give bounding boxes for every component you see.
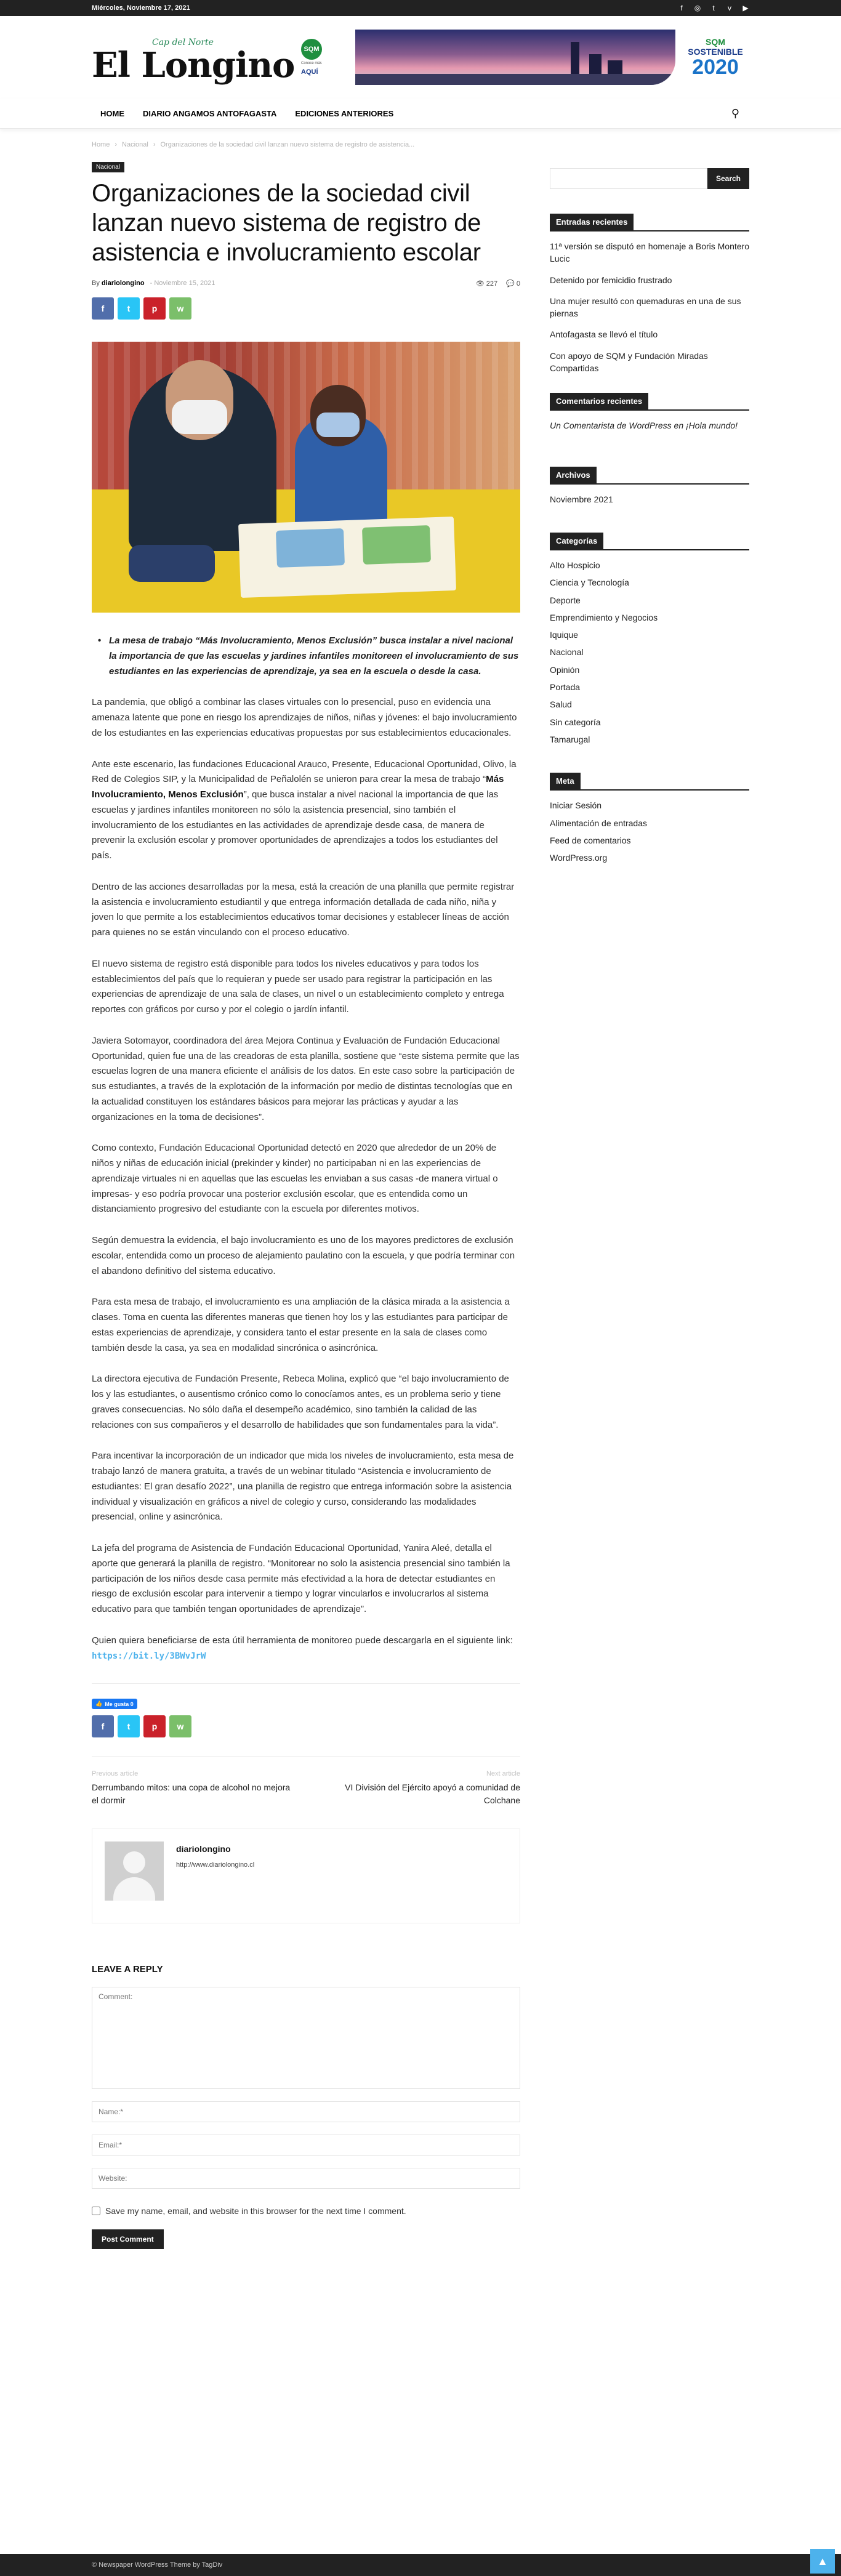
comment-textarea[interactable]: [92, 1987, 520, 2089]
share-facebook-button[interactable]: f: [92, 297, 114, 320]
article-body: [92, 695, 520, 1664]
breadcrumb-separator: ›: [115, 141, 118, 148]
author-link[interactable]: diariolongino: [101, 280, 145, 287]
breadcrumb-current: Organizaciones de la sociedad civil lanzan nuevo sistema de registro de asistencia...: [160, 141, 415, 148]
banner-right-line1: SQM: [706, 37, 725, 47]
image-child-mask: [316, 413, 360, 437]
category-link[interactable]: Salud: [550, 699, 572, 710]
paragraph: Javiera Sotomayor, coordinadora del área Mejora Continua y Evaluación de Fundación Educacional Oportunidad, quien fue una de las creadoras de esta planilla, sostiene que “este sistema permite que las escuelas logren de una manera eficiente el análisis de los datos. En este caso sobre la participación de sus estudiantes, a través de la explotación de la información por medio de distintas tecnologías que en la actualidad constituyen los estándares básicos para mejorar las prácticas y ayudar a las organizaciones en la toma de decisiones”.: [92, 1035, 520, 1122]
paragraph-bold: Más Involucramiento, Menos Exclusión: [92, 774, 504, 800]
category-link[interactable]: Iquique: [550, 630, 578, 640]
paragraph: El nuevo sistema de registro está disponible para todos los niveles educativos y para todos los establecimientos del país que lo requieran y puede ser usado para registrar la participación en las experiencias de aprendizaje de una sala de clases, un nivel o un establecimiento completo y entrega reportes con gráficos por curso y por el colegio o jardín infantil.: [92, 958, 504, 1015]
meta-widget: [550, 773, 749, 864]
website-field[interactable]: [92, 2168, 520, 2189]
main-nav-bar: [0, 99, 841, 129]
category-link[interactable]: Portada: [550, 682, 581, 693]
paragraph: Como contexto, Fundación Educacional Oportunidad detectó en 2020 que alrededor de un 20% de niños y niñas de educación inicial (prekinder y kinder) no participaban ni en las experiencias de aprendizaje virtuales ni en aquellas que las escuelas les enviaban a sus casas -de manera virtual o impresas- y eso podría provocar una posterior exclusión escolar, que es entendida como un distanciamiento progresivo del estudiante con la escuela por diferentes motivos.: [92, 1143, 498, 1215]
thumbs-up-icon: 👍: [95, 1701, 103, 1707]
meta-link[interactable]: Iniciar Sesión: [550, 800, 602, 811]
paragraph: La jefa del programa de Asistencia de Fundación Educacional Oportunidad, Yanira Aleé, detalla el aporte que generará la planilla de registro. “Monitorear no solo la asistencia presencial sino también la participación de los niños desde casa permite más efectividad a la hora de detectar estudiantes en riesgo de exclusión escolar para intervenir a tiempo y lograr vincularlos e involucrarlos al sistema educativo para que también tengan oportunidades de aprendizaje”.: [92, 1543, 510, 1614]
author-url[interactable]: http://www.diariolongino.cl: [176, 1861, 255, 1869]
archive-link[interactable]: Noviembre 2021: [550, 494, 613, 504]
author-info: [176, 1841, 254, 1901]
meta-link[interactable]: Feed de comentarios: [550, 835, 631, 845]
banner-ground: [355, 74, 675, 85]
by-label: By: [92, 280, 100, 287]
paragraph: Dentro de las acciones desarrolladas por la mesa, está la creación de una planilla que permite registrar la asistencia e involucramiento estudiantil y que entrega información detallada de cada niño, niña y joven lo que permite a los establecimientos educativos tomar decisiones y establecer líneas de acción para quienes no se están vinculando con el proceso educativo.: [92, 881, 515, 938]
post-comment-button[interactable]: Post Comment: [92, 2229, 164, 2249]
eye-icon: 👁: [475, 280, 485, 288]
nav-item-diario-angamos[interactable]: DIARIO ANGAMOS ANTOFAGASTA: [143, 108, 277, 118]
comment-author-link[interactable]: Un Comentarista de WordPress: [550, 421, 672, 431]
next-article-link[interactable]: VI División del Ejército apoyó a comunidad de Colchane: [345, 1782, 520, 1805]
article-title: Organizaciones de la sociedad civil lanzan nuevo sistema de registro de asistencia e involucramiento escolar: [92, 180, 481, 266]
banner-small-text: Conoce más: [301, 62, 322, 66]
recent-comment: [550, 419, 749, 432]
facebook-icon[interactable]: f: [680, 4, 683, 12]
archives-widget: [550, 467, 749, 505]
paragraph: [92, 1633, 520, 1664]
avatar[interactable]: [105, 1841, 164, 1901]
publish-date: - Noviembre 15, 2021: [150, 280, 215, 287]
recent-post-link[interactable]: Con apoyo de SQM y Fundación Miradas Compartidas: [550, 350, 708, 374]
comment-icon: 💬: [506, 280, 515, 288]
instagram-icon[interactable]: ◎: [694, 4, 701, 12]
breadcrumb-home[interactable]: Home: [92, 141, 110, 148]
site-header: [92, 16, 749, 99]
banner-right-line2: SOSTENIBLE: [688, 47, 743, 57]
share-buttons-top: [92, 297, 520, 320]
divider: [92, 1683, 520, 1684]
article-meta: [92, 280, 520, 288]
banner-photo: [355, 30, 675, 85]
sidebar: [550, 141, 749, 2249]
top-bar: [0, 0, 841, 16]
image-book-illustration: [276, 528, 345, 568]
save-info-checkbox[interactable]: [92, 2207, 100, 2215]
nav-item-ediciones-anteriores[interactable]: EDICIONES ANTERIORES: [295, 108, 394, 118]
breadcrumb-separator: ›: [153, 141, 156, 148]
share-whatsapp-button[interactable]: w: [169, 1715, 191, 1737]
byline: [92, 280, 215, 288]
widget-title: Categorías: [550, 533, 603, 549]
name-field[interactable]: [92, 2101, 520, 2122]
comment-form: [92, 1964, 520, 2249]
meta-link[interactable]: Alimentación de entradas: [550, 818, 647, 828]
youtube-icon[interactable]: ▶: [742, 4, 749, 12]
search-button[interactable]: Search: [707, 168, 749, 189]
share-pinterest-button[interactable]: p: [143, 297, 166, 320]
banner-right-year: 2020: [692, 55, 739, 79]
recent-post-link[interactable]: Detenido por femicidio frustrado: [550, 275, 672, 285]
comment-post-link[interactable]: ¡Hola mundo!: [686, 421, 738, 431]
author-box: [92, 1829, 520, 1923]
arrow-up-icon: ▲: [817, 2554, 828, 2567]
paragraph: La pandemia, que obligó a combinar las clases virtuales con lo presencial, puso en evidencia una amenaza latente que pone en riesgo los aprendizajes de niños, niñas y jóvenes: el bajo involucramiento de los estudiantes en las experiencias educativas propuestas por sus establecimientos educacionales.: [92, 697, 517, 738]
category-link[interactable]: Sin categoría: [550, 717, 601, 727]
paragraph-text: Quien quiera beneficiarse de esta útil herramienta de monitoreo puede descargarla en el siguiente link:: [92, 1635, 513, 1646]
share-pinterest-button[interactable]: p: [143, 1715, 166, 1737]
vimeo-icon[interactable]: v: [728, 4, 731, 12]
views-value: 227: [486, 280, 498, 288]
share-facebook-button[interactable]: f: [92, 1715, 114, 1737]
logo-tagline: Cap del Norte: [152, 38, 214, 47]
site-footer: [0, 2554, 841, 2576]
category-link[interactable]: Ciencia y Tecnología: [550, 578, 629, 588]
share-twitter-button[interactable]: t: [118, 297, 140, 320]
paragraph: Según demuestra la evidencia, el bajo involucramiento es uno de los mayores predictores de exclusión escolar, entendida como un proceso de alejamiento paulatino con la escuela, y que podría terminar con el abandono definitivo del sistema educativo.: [92, 1235, 515, 1276]
breadcrumb: [92, 141, 520, 148]
author-name[interactable]: diariolongino: [176, 1843, 231, 1854]
banner-right: [682, 37, 749, 78]
email-field[interactable]: [92, 2135, 520, 2155]
previous-article: [92, 1770, 295, 1806]
share-buttons-bottom: [92, 1715, 520, 1737]
widget-title: Archivos: [550, 467, 597, 483]
sqm-badge: SQM: [301, 39, 322, 60]
category-link[interactable]: Opinión: [550, 664, 580, 675]
widget-title: Entradas recientes: [550, 214, 634, 230]
search-input[interactable]: [550, 168, 707, 189]
recent-post-link[interactable]: Una mujer resultó con quemaduras en una de sus piernas: [550, 296, 741, 319]
social-links: [678, 4, 749, 12]
category-link[interactable]: Emprendimiento y Negocios: [550, 612, 658, 622]
category-link[interactable]: Alto Hospicio: [550, 560, 600, 570]
comments-count[interactable]: [506, 280, 520, 288]
recent-post-link[interactable]: 11ª versión se disputó en homenaje a Boris Montero Lucic: [550, 241, 749, 264]
featured-image: [92, 342, 520, 613]
paragraph: Para esta mesa de trabajo, el involucramiento es una ampliación de la clásica mirada a la asistencia a clases. Toma en cuenta las diferentes maneras que tienen hoy los y las estudiantes para participar de estas experiencias de aprendizaje, y considera tanto el estar presente en la sala de clases como también desde la casa, ya sea en modalidad sincrónica o asincrónica.: [92, 1297, 510, 1353]
meta-link[interactable]: WordPress.org: [550, 853, 608, 863]
category-link[interactable]: Deporte: [550, 595, 581, 605]
categories-widget: [550, 533, 749, 746]
footer-text: © Newspaper WordPress Theme by TagDiv: [92, 2561, 223, 2569]
banner-tower: [571, 42, 579, 79]
paragraph: [92, 757, 520, 864]
post-navigation: [92, 1756, 520, 1806]
back-to-top-button[interactable]: [810, 2549, 835, 2574]
views-count: [476, 280, 497, 288]
reply-title: LEAVE A REPLY: [92, 1963, 163, 1974]
paragraph: La directora ejecutiva de Fundación Presente, Rebeca Molina, explicó que “el bajo involucramiento de los y las estudiantes, o ausentismo crónico como lo conocíamos antes, es un problema serio y tiene graves consecuencias. No sólo daña el desempeño académico, sino también la calidad de las relaciones con sus compañeros y el desarrollo de habilidades que son fundamentales para la vida”.: [92, 1374, 509, 1430]
image-pouch: [129, 545, 215, 582]
comments-value: 0: [516, 280, 520, 288]
article-stats: [476, 280, 520, 288]
share-whatsapp-button[interactable]: w: [169, 297, 191, 320]
comment-on-text: en: [671, 421, 686, 431]
avatar-shoulders: [113, 1877, 155, 1901]
facebook-like-button[interactable]: [92, 1699, 137, 1709]
previous-label: Previous article: [92, 1770, 139, 1778]
category-tag[interactable]: Nacional: [92, 162, 124, 172]
paragraph-text: Ante este escenario, las fundaciones Educacional Arauco, Presente, Educacional Oportunidad, Olivo, la Red de Colegios SIP, y la Municipalidad de Peñalolén se unieron para crear la mesa de trabajo “: [92, 759, 517, 785]
paragraph-text: ”, que busca instalar a nivel nacional la importancia de que las escuelas y jardines infantiles monitoreen no sólo la asistencia presencial, sino también el involucramiento de los estudiantes en las actividades de aprendizaje desde casa, de manera de prevenir la exclusión escolar y promover oportunidades de aprendizajes a todos los estudiantes del país.: [92, 789, 499, 861]
category-link[interactable]: Tamarugal: [550, 734, 590, 744]
banner-aqui: AQUÍ: [301, 68, 318, 76]
save-info-option: [92, 2206, 520, 2216]
next-article: [317, 1770, 520, 1806]
twitter-icon[interactable]: t: [712, 4, 715, 12]
search-icon[interactable]: ⚲: [731, 107, 739, 119]
recent-comments-widget: [550, 393, 749, 432]
breadcrumb-category[interactable]: Nacional: [122, 141, 148, 148]
widget-title: Comentarios recientes: [550, 393, 648, 409]
paragraph: Para incentivar la incorporación de un indicador que mida los niveles de involucramiento, esta mesa de trabajo lanzó de manera gratuita, a través de un webinar titulado “Asistencia e involucramiento de estudiantes: El gran desafío 2022”, una planilla de registro que entrega información sobre la asistencia individual y visualización en gráficos a nivel de colegio y curso, considerando las modalidades presencial, online y asincrónica.: [92, 1451, 514, 1523]
nav-item-home[interactable]: HOME: [100, 108, 124, 118]
recent-posts-widget: [550, 214, 749, 374]
previous-article-link[interactable]: Derrumbando mitos: una copa de alcohol no mejora el dormir: [92, 1782, 291, 1805]
widget-title: Meta: [550, 773, 581, 789]
logo-text: El Longino: [92, 45, 295, 86]
save-info-label: Save my name, email, and website in this browser for the next time I comment.: [105, 2205, 406, 2216]
site-logo[interactable]: [92, 33, 295, 86]
image-book-illustration: [362, 525, 431, 565]
next-label: Next article: [486, 1770, 520, 1778]
avatar-head: [123, 1851, 145, 1874]
share-twitter-button[interactable]: t: [118, 1715, 140, 1737]
current-date: Miércoles, Noviembre 17, 2021: [92, 4, 190, 12]
sidebar-search: [550, 168, 749, 189]
image-woman-mask: [172, 400, 227, 434]
article-highlight: • La mesa de trabajo “Más Involucramiento, Menos Exclusión” busca instalar a nivel nacional la importancia de que las escuelas y jardines infantiles monitoreen el involucramiento de sus estudiantes en las experiencias de aprendizaje, ya sea en la escuela o desde la casa.: [92, 634, 520, 679]
article-column: [92, 141, 520, 2249]
category-link[interactable]: Nacional: [550, 647, 584, 658]
header-ad-banner[interactable]: [301, 30, 749, 85]
recent-post-link[interactable]: Antofagasta se llevó el título: [550, 329, 658, 340]
main-menu: [92, 109, 393, 118]
fb-like-label: Me gusta 0: [105, 1701, 134, 1707]
download-link[interactable]: https://bit.ly/3BWvJrW: [92, 1651, 206, 1661]
